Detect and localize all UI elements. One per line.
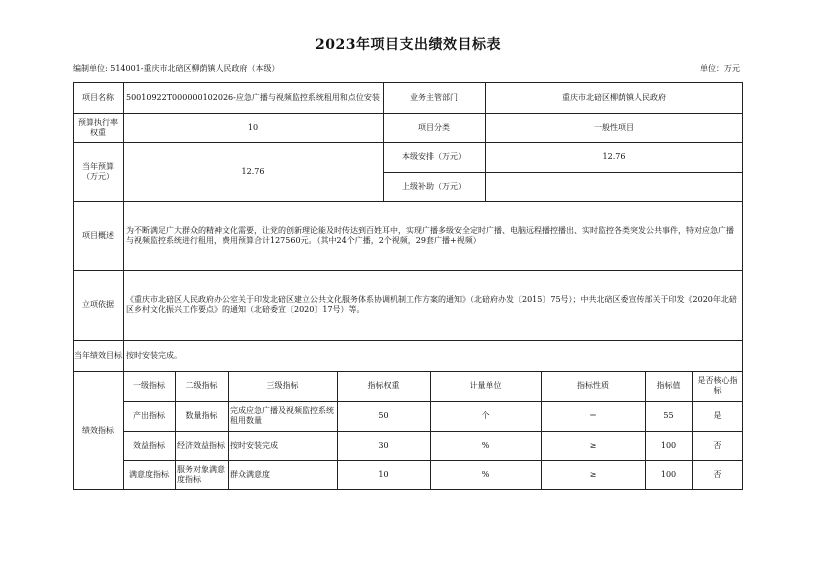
table-row-weight: 10 — [378, 470, 389, 479]
table-row-nature: ≥ — [589, 440, 597, 450]
table-row-l3: 完成应急广播及视频监控系统租用数量 — [230, 406, 334, 425]
header-weight: 指标权重 — [367, 381, 400, 390]
table-row-value: 100 — [660, 440, 677, 450]
indicator-label: 绩效指标 — [82, 425, 114, 435]
table-row-nature: ≥ — [589, 470, 597, 479]
budget-rate-label: 预算执行率权重 — [78, 117, 118, 137]
basis-value: 《重庆市北碚区人民政府办公室关于印发北碚区建立公共文化服务体系协调机制工作方案的通知》（北碚府办发〔2015〕75号）；中共北碚区委宣传部关于印发《2020年北碚区乡村文化振兴工作要点》的通知（北碚委宣〔2020〕17号）等。 — [126, 295, 737, 314]
category-value: 一般性项目 — [594, 122, 634, 132]
table-row-value: 55 — [663, 411, 674, 420]
upper-label: 上级补助（万元） — [402, 181, 466, 191]
header-level3: 三级指标 — [266, 381, 299, 390]
annual-budget-value: 12.76 — [241, 166, 265, 176]
dept-label: 业务主管部门 — [410, 92, 458, 102]
header-nature: 指标性质 — [577, 381, 609, 390]
project-name-label: 项目名称 — [82, 92, 114, 102]
table-row-core: 否 — [713, 470, 722, 479]
local-value: 12.76 — [602, 152, 626, 161]
money-unit: 单位：万元 — [700, 64, 740, 73]
table-row-unit: % — [481, 440, 490, 450]
project-name-value: 50010922T000000102026-应急广播与视频监控系统租用和点位安装 — [126, 92, 380, 102]
table-row-nature: ＝ — [589, 411, 597, 420]
page-title: 2023年项目支出绩效目标表 — [315, 37, 501, 53]
table-row-l3: 群众满意度 — [230, 470, 270, 479]
table-row-weight: 30 — [378, 440, 389, 450]
table-row-core: 是 — [713, 411, 722, 420]
header-level2: 二级指标 — [185, 381, 218, 390]
local-label: 本级安排（万元） — [402, 152, 466, 161]
budget-rate-value: 10 — [247, 122, 259, 132]
header-unit: 计量单位 — [469, 381, 502, 390]
table-row-unit: % — [481, 470, 490, 479]
overview-value: 为不断满足广大群众的精神文化需要，让党的创新理论能及时传达到百姓耳中，实现广播多级安全定时广播、电脑远程播控播出、实时监控各类突发公共事件，特对应急广播与视频监控系统进行租用，费用预算合计127560元。（其中24个广播，2个视频，29套广播+视频） — [126, 225, 734, 245]
overview-label: 项目概述 — [82, 230, 114, 240]
goal-label: 当年绩效目标 — [74, 350, 122, 360]
table-row-l1: 满意度指标 — [129, 470, 169, 479]
annual-budget-label: 当年预算（万元） — [82, 161, 114, 181]
table-row-value: 100 — [660, 470, 677, 479]
upper-value — [485, 172, 743, 201]
table-row-l2: 经济效益指标 — [177, 440, 225, 450]
goal-value: 按时安装完成。 — [126, 350, 182, 360]
table-row-l3: 按时安装完成 — [230, 440, 278, 450]
table-row-l1: 产出指标 — [133, 411, 165, 420]
basis-label: 立项依据 — [82, 300, 114, 309]
table-row-l1: 效益指标 — [133, 440, 165, 450]
table-row-core: 否 — [713, 440, 722, 450]
table-row-l2: 服务对象满意度指标 — [177, 465, 225, 484]
table-row-unit: 个 — [481, 411, 490, 420]
compiling-unit: 编制单位: 514001-重庆市北碚区柳荫镇人民政府（本级） — [73, 64, 280, 73]
header-core: 是否核心指标 — [697, 376, 738, 395]
header-value: 指标值 — [656, 381, 681, 390]
header-level1: 一级指标 — [133, 381, 165, 390]
category-label: 项目分类 — [418, 122, 450, 132]
table-row-weight: 50 — [378, 411, 389, 420]
table-row-l2: 数量指标 — [185, 411, 218, 420]
dept-value: 重庆市北碚区柳荫镇人民政府 — [562, 92, 666, 102]
